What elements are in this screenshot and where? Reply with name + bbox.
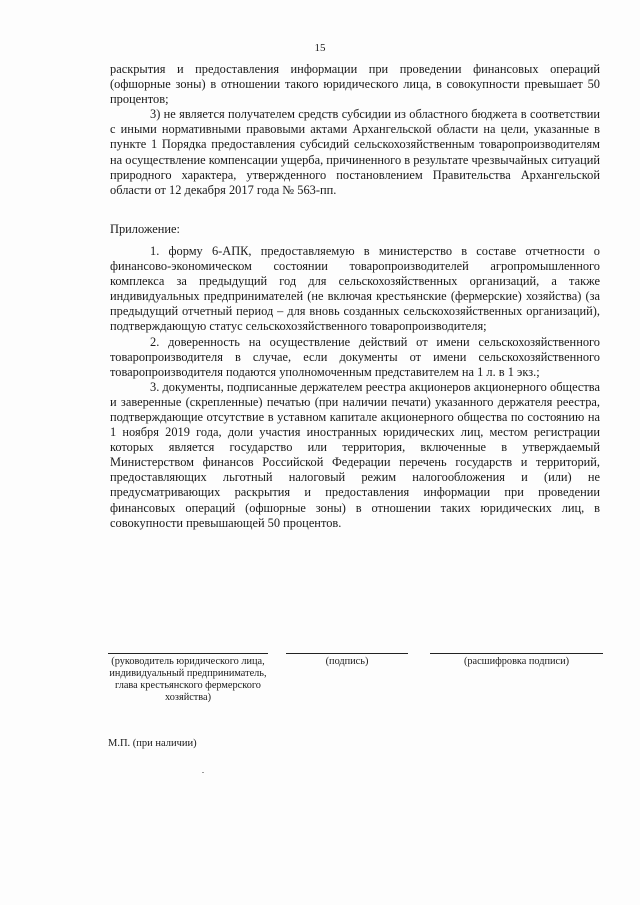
caption-position [108, 656, 268, 704]
signature-block [108, 653, 603, 713]
signature-line-position [108, 653, 268, 654]
appendix-item-1: 1. форму 6-АПК, предоставляемую в министерство в составе отчетности о финансово-экономическом состоянии товаропроизводителей агропромышленного комплекса за предыдущий год для сельскохозяйственных организаций, а также индивидуальных предпринимателей (не включая крестьянские (фермерские) хозяйства) (за предыдущий отчетный период – для вновь созданных сельскохозяйственных организаций), подтверждающую статус сельскохозяйственного товаропроизводителя; [110, 243, 600, 334]
caption-position-line-2: индивидуальный предприниматель, [109, 668, 267, 679]
paragraph-item-3-condition: 3) не является получателем средств субсидии из областного бюджета в соответствии с иными нормативными правовыми актами Архангельской области на цели, указанные в пункте 1 Порядка предоставления субсидий сельскохозяйственным товаропроизводителям на осуществление компенсации ущерба, причиненного в результате чрезвычайных ситуаций природного характера, утвержденного постановлением Правительства Архангельской области от 12 декабря 2017 года № 563-пп. [110, 107, 601, 197]
appendix-heading: Приложение: [110, 221, 180, 236]
appendix-item-2: 2. доверенность на осуществление действий от имени сельскохозяйственного товаропроизводителя в случае, если документы от имени сельскохозяйственного товаропроизводителя подаются уполномоченным представителем на 1 л. в 1 экз.; [110, 334, 600, 379]
caption-position-line-4: хозяйства) [164, 692, 211, 703]
signature-line-name [430, 653, 603, 654]
caption-name-decoding: (расшифровка подписи) [463, 656, 570, 667]
document-body [110, 62, 600, 531]
stamp-note: М.П. (при наличии) [108, 738, 197, 749]
page-number: 15 [314, 42, 326, 54]
caption-position-line-1: (руководитель юридического лица, [111, 656, 265, 667]
scan-speck [202, 772, 204, 773]
signature-line-sign [286, 653, 408, 654]
paragraph-continuation: раскрытия и предоставления информации при проведении финансовых операций (офшорные зоны) в отношении такого юридического лица, в совокупности превышает 50 процентов; [110, 62, 600, 107]
caption-signature: (подпись) [325, 656, 369, 667]
caption-position-line-3: глава крестьянского фермерского [115, 680, 261, 691]
appendix-item-3: 3. документы, подписанные держателем реестра акционеров акционерного общества и заверенные (скрепленные) печатью (при наличии печати) указанного держателя реестра, подтверждающие отсутствие в уставном капитале акционерного общества по состоянию на 1 ноября 2019 года, доли участия иностранных юридических лиц, местом регистрации которых является государство или территория, включенные в утверждаемый Министерством финансов Российской Федерации перечень государств и территорий, предоставляющих льготный налоговый режим налогообложения и (или) не предусматривающих раскрытия и предоставления информации при проведении финансовых операций (офшорные зоны) в отношении таких юридических лиц, в совокупности превышающей 50 процентов. [110, 379, 600, 530]
